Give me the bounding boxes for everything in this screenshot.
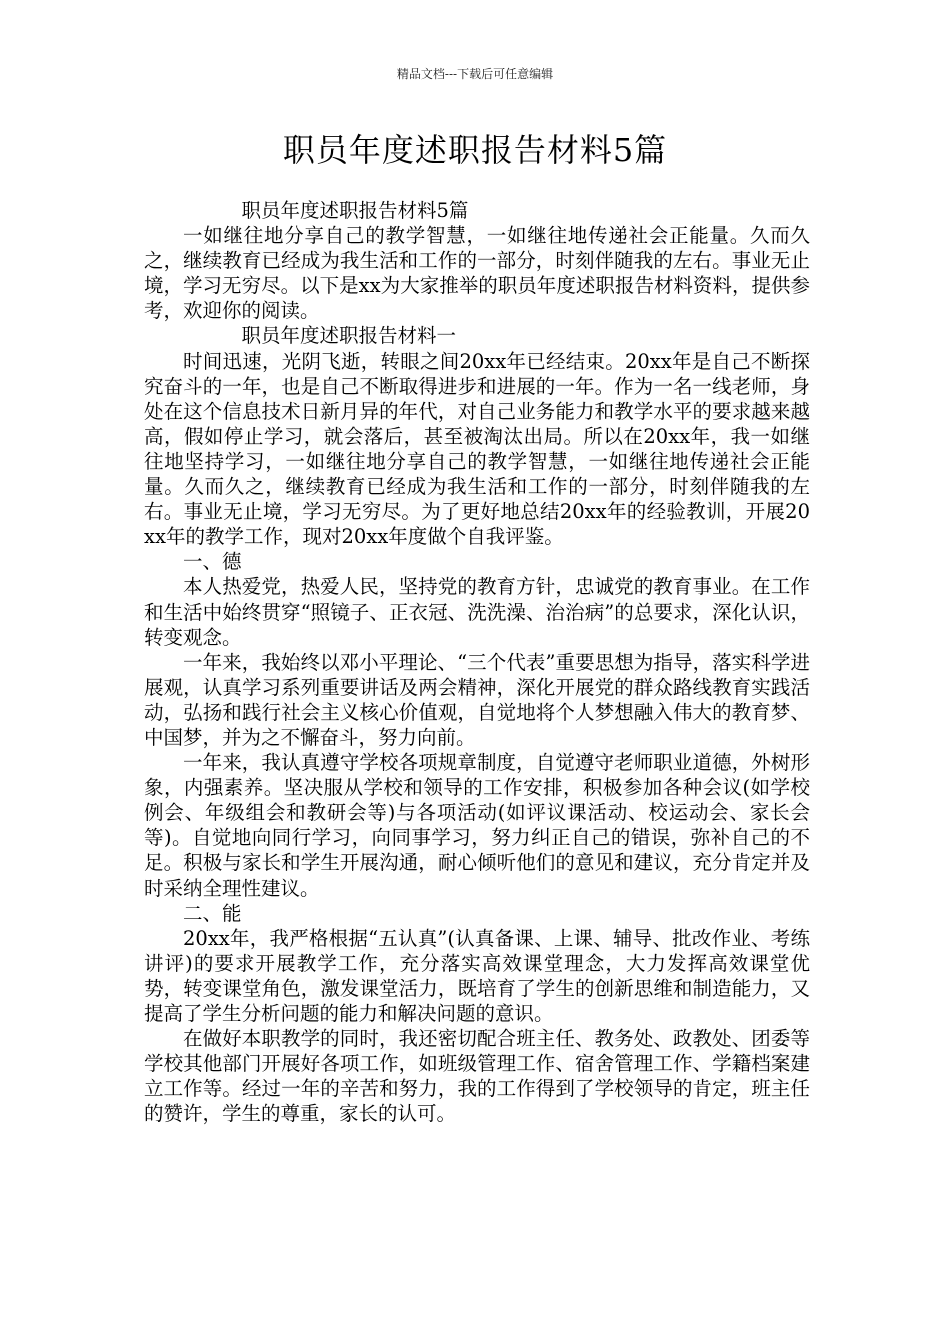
paragraph-5: 20xx年，我严格根据“五认真”(认真备课、上课、辅导、批改作业、考练讲评)的要求开展教学工作，充分落实高效课堂理念，大力发挥高效课堂优势，转变课堂角色，激发课堂活力，既培育了学生的创新思维和制造能力，又提高了学生分析问题的能力和解决问题的意识。 — [144, 926, 810, 1025]
paragraph-4: 一年来，我认真遵守学校各项规章制度，自觉遵守老师职业道德，外树形象，内强素养。坚决服从学校和领导的工作安排，积极参加各种会议(如学校例会、年级组会和教研会等)与各项活动(如评议课活动、校运动会、家长会等)。自觉地向同行学习，向同事学习，努力纠正自己的错误，弥补自己的不足。积极与家长和学生开展沟通，耐心倾听他们的意见和建议，充分肯定并及时采纳全理性建议。 — [144, 751, 810, 900]
paragraph-1: 时间迅速，光阴飞逝，转眼之间20xx年已经结束。20xx年是自己不断探究奋斗的一年，也是自己不断取得进步和进展的一年。作为一名一线老师，身处在这个信息技术日新月异的年代，对自己业务能力和教学水平的要求越来越高，假如停止学习，就会落后，甚至被淘汰出局。所以在20xx年，我一如继往地坚持学习，一如继往地分享自己的教学智慧，一如继往地传递社会正能量。久而久之，继续教育已经成为我生活和工作的一部分，时刻伴随我的左右。事业无止境，学习无穷尽。为了更好地总结20xx年的经验教训，开展20xx年的教学工作，现对20xx年度做个自我评鉴。 — [144, 349, 810, 549]
paragraph-6: 在做好本职教学的同时，我还密切配合班主任、教务处、政教处、团委等学校其他部门开展好各项工作，如班级管理工作、宿舍管理工作、学籍档案建立工作等。经过一年的辛苦和努力，我的工作得到了学校领导的肯定，班主任的赞许，学生的尊重，家长的认可。 — [144, 1027, 810, 1126]
paragraph-2: 本人热爱党，热爱人民，坚持党的教育方针，忠诚党的教育事业。在工作和生活中始终贯穿“照镜子、正衣冠、洗洗澡、治治病”的总要求，深化认识，转变观念。 — [144, 575, 810, 649]
document-body — [144, 198, 810, 1126]
subheading-de: 一、德 — [183, 550, 242, 574]
intro-paragraph: 一如继往地分享自己的教学智慧，一如继往地传递社会正能量。久而久之，继续教育已经成为我生活和工作的一部分，时刻伴随我的左右。事业无止境，学习无穷尽。以下是xx为大家推举的职员年度述职报告材料资料，提供参考，欢迎你的阅读。 — [144, 224, 810, 323]
header-note: 精品文档---下载后可任意编辑 — [396, 67, 554, 81]
paragraph-3: 一年来，我始终以邓小平理论、“三个代表”重要思想为指导，落实科学进展观，认真学习系列重要讲话及两会精神，深化开展党的群众路线教育实践活动，弘扬和践行社会主义核心价值观，自觉地将个人梦想融入伟大的教育梦、中国梦，并为之不懈奋斗，努力向前。 — [144, 650, 810, 749]
document-title: 职员年度述职报告材料5篇 — [282, 131, 668, 169]
document-subtitle: 职员年度述职报告材料5篇 — [241, 199, 469, 222]
section-heading-1: 职员年度述职报告材料一 — [241, 324, 457, 348]
subheading-neng: 二、能 — [183, 901, 242, 925]
